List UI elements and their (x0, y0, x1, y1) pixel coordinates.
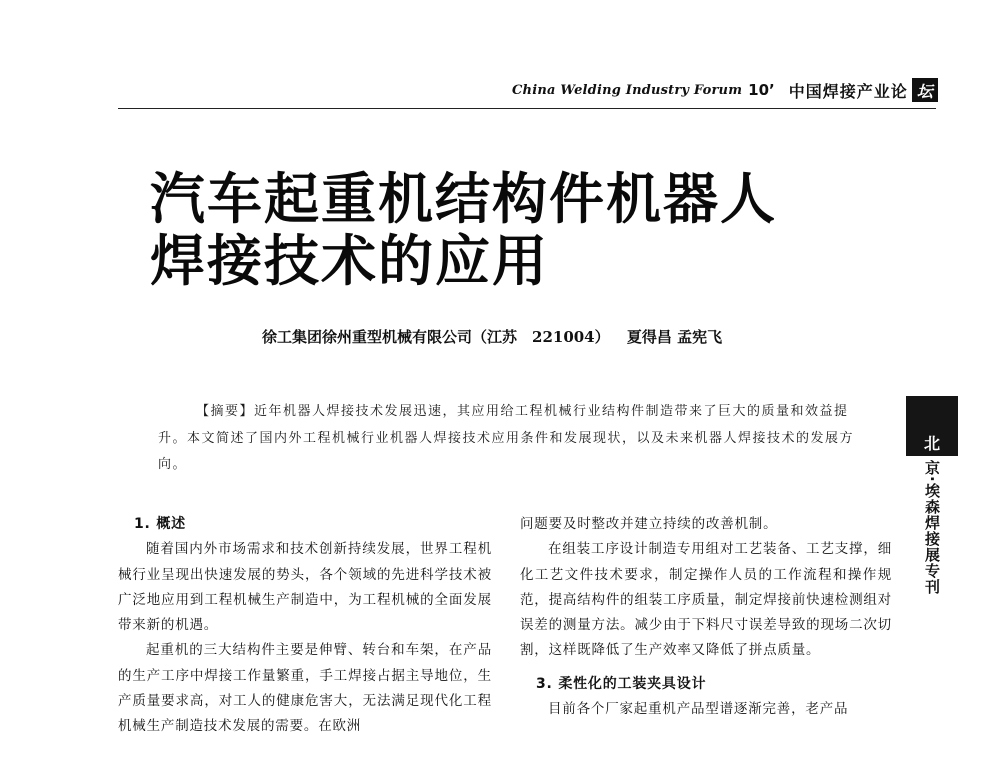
abstract (158, 399, 858, 479)
byline (262, 326, 734, 347)
journal-year: 10’ (748, 81, 775, 99)
paragraph: 起重机的三大结构件主要是伸臂、转台和车架，在产品的生产工序中焊接工作量繁重，手工焊接占据主导地位，生产质量要求高，对工人的健康危害大，无法满足现代化工程机械生产制造技术发展的需要。在欧洲 (118, 642, 492, 735)
running-header (512, 78, 938, 102)
left-column (118, 512, 492, 740)
right-column (520, 512, 892, 722)
paragraph: 问题要及时整改并建立持续的改善机制。 (520, 516, 778, 532)
affiliation: 徐工集团徐州重型机械有限公司（江苏 221004） (262, 328, 610, 346)
side-tab-text: 京·埃森焊接展专刊 (923, 460, 941, 595)
article-title (150, 168, 777, 292)
authors: 夏得昌 孟宪飞 (626, 328, 723, 346)
title-line-2: 焊接技术的应用 (150, 229, 550, 293)
side-tab-box: 北 (906, 396, 958, 456)
header-rule (118, 108, 936, 109)
title-line-1: 汽车起重机结构件机器人 (150, 167, 778, 231)
journal-logo: 坛 (912, 78, 938, 102)
journal-name-cn: 中国焊接产业论 (788, 81, 908, 101)
journal-name-en: China Welding Industry Forum (512, 82, 743, 98)
side-tab (906, 396, 958, 595)
paragraph: 在组装工序设计制造专用组对工艺装备、工艺支撑，细化工艺文件技术要求，制定操作人员的工作流程和操作规范，提高结构件的组装工序质量，制定焊接前快速检测组对误差的测量方法。减少由于下料尺寸误差导致的现场二次切割，这样既降低了生产效率又降低了拼点质量。 (520, 541, 892, 659)
abstract-text: 【摘要】近年机器人焊接技术发展迅速，其应用给工程机械行业结构件制造带来了巨大的质量和效益提升。本文简述了国内外工程机械行业机器人焊接技术应用条件和发展现状，以及未来机器人焊接技术的发展方向。 (158, 404, 855, 472)
paragraph: 目前各个厂家起重机产品型谱逐渐完善，老产品 (548, 701, 849, 718)
section-heading: 1. 概述 (134, 516, 186, 532)
section-heading: 3. 柔性化的工装夹具设计 (536, 675, 707, 692)
paragraph: 随着国内外市场需求和技术创新持续发展，世界工程机械行业呈现出快速发展的势头，各个领域的先进科学技术被广泛地应用到工程机械生产制造中，为工程机械的全面发展带来新的机遇。 (118, 541, 492, 634)
